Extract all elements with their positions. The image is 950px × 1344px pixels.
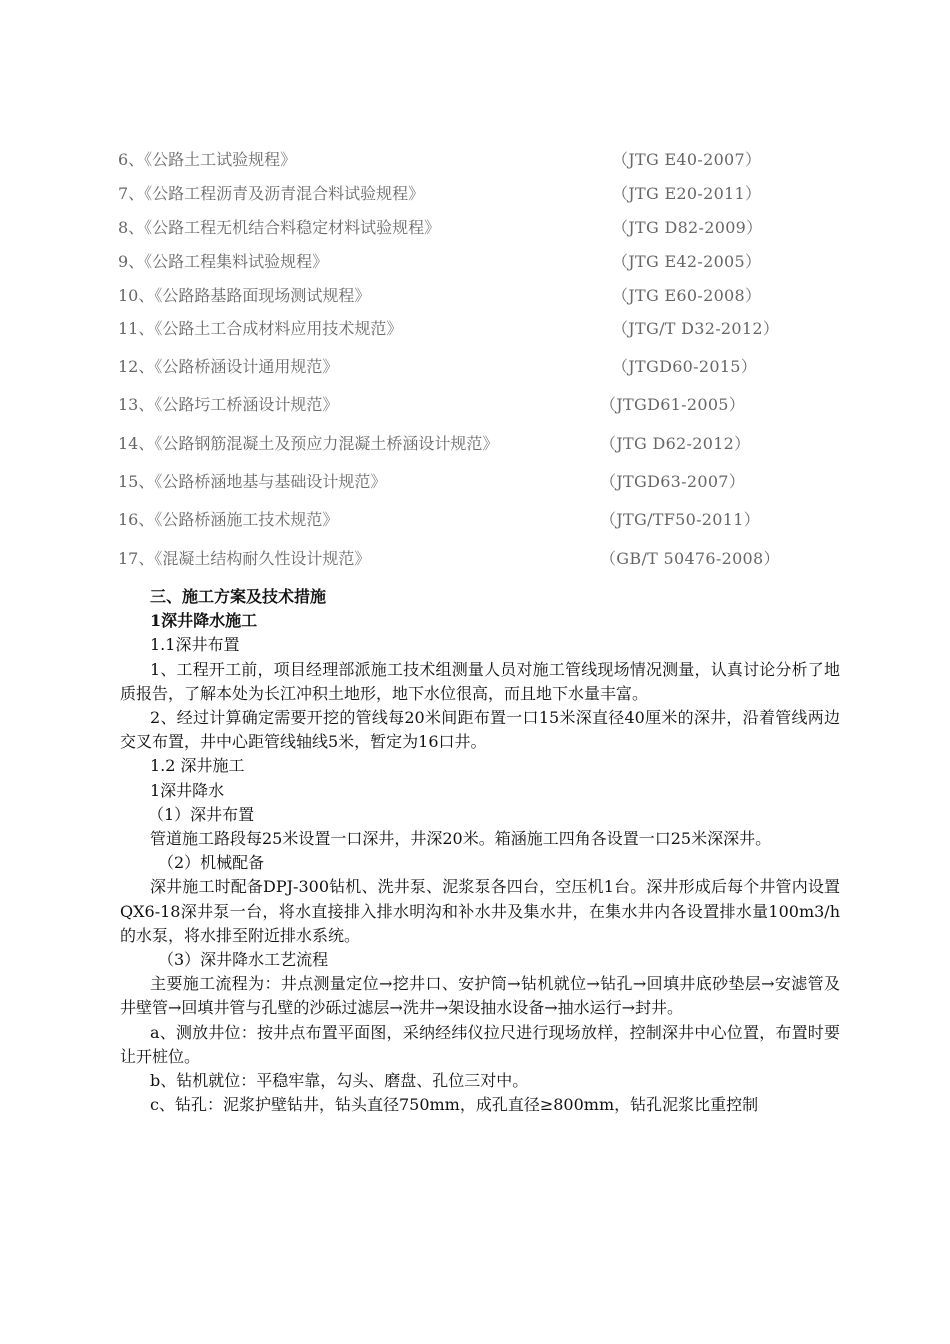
reference-item [0,314,950,344]
reference-code: （JTG/TF50-2011） [600,510,761,529]
reference-title: 6、《公路土工试验规程》 [118,150,297,169]
item-title: （3）深井降水工艺流程 [158,950,329,970]
reference-title: 9、《公路工程集料试验规程》 [118,252,329,271]
reference-item [0,544,950,574]
reference-item [0,467,950,497]
reference-item [0,213,950,243]
subsection-title: 1.1深井布置 [150,635,240,655]
paragraph: a、测放井位：按井点布置平面图，采纳经纬仪拉尺进行现场放样，控制深井中心位置，布置时要让开桩位。 [120,1022,840,1066]
paragraph: c、钻孔：泥浆护壁钻井，钻头直径750mm，成孔直径≥800mm，钻孔泥浆比重控制 [150,1095,759,1115]
reference-title: 10、《公路路基路面现场测试规程》 [118,286,371,305]
subsection-title: 1.2 深井施工 [150,756,245,776]
reference-item [0,390,950,420]
reference-item [0,145,950,175]
section-heading: 三、施工方案及技术措施 [150,587,327,606]
reference-title: 17、《混凝土结构耐久性设计规范》 [118,549,371,568]
reference-title: 8、《公路工程无机结合料稳定材料试验规程》 [118,218,441,237]
reference-item [0,352,950,382]
reference-title: 15、《公路桥涵地基与基础设计规范》 [118,472,387,491]
reference-title: 13、《公路圬工桥涵设计规范》 [118,395,339,414]
paragraph: b、钻机就位：平稳牢靠，勾头、磨盘、孔位三对中。 [150,1071,529,1091]
reference-item [0,429,950,459]
item-title: （1）深井布置 [148,804,255,824]
paragraph: 主要施工流程为：井点测量定位→挖井口、安护筒→钻机就位→钻孔→回填井底砂垫层→安滤管及井壁管→回填井管与孔壁的沙砾过滤层→洗井→架设抽水设备→抽水运行→封井。 [120,974,840,1018]
reference-title: 11、《公路土工合成材料应用技术规范》 [118,319,403,338]
reference-title: 14、《公路钢筋混凝土及预应力混凝土桥涵设计规范》 [118,434,499,453]
reference-code: （JTGD61-2005） [600,395,746,414]
reference-code: （JTG D82-2009） [612,218,763,237]
reference-item [0,281,950,311]
reference-code: （JTG E40-2007） [612,150,762,169]
reference-item [0,505,950,535]
reference-code: （JTG/T D32-2012） [612,319,780,338]
paragraph: 1、工程开工前，项目经理部派施工技术组测量人员对施工管线现场情况测量，认真讨论分析了地质报告，了解本处为长江冲积土地形，地下水位很高，而且地下水量丰富。 [120,659,840,703]
reference-item [0,247,950,277]
reference-code: （JTG E42-2005） [612,252,762,271]
reference-title: 16、《公路桥涵施工技术规范》 [118,510,339,529]
item-title: （2）机械配备 [158,853,265,873]
reference-code: （JTGD60-2015） [612,357,758,376]
section-body [120,585,840,1117]
paragraph: 管道施工路段每25米设置一口深井，井深20米。箱涵施工四角各设置一口25米深深井。 [150,829,772,849]
reference-code: （JTG E20-2011） [612,184,762,203]
reference-title: 12、《公路桥涵设计通用规范》 [118,357,339,376]
subsection-title: 1深井降水 [150,780,225,800]
paragraph: 2、经过计算确定需要开挖的管线每20米间距布置一口15米深直径40厘米的深井，沿着管线两边交叉布置，井中心距管线轴线5米，暂定为16口井。 [120,708,840,752]
paragraph: 深井施工时配备DPJ-300钻机、洗井泵、泥浆泵各四台，空压机1台。深井形成后每个井管内设置QX6-18深井泵一台，将水直接排入排水明沟和补水井及集水井，在集水井内各设置排水量100m3/h的水泵，将水排至附近排水系统。 [120,877,840,945]
reference-code: （JTG E60-2008） [612,286,762,305]
reference-title: 7、《公路工程沥青及沥青混合料试验规程》 [118,184,425,203]
reference-code: （GB/T 50476-2008） [600,549,780,568]
reference-code: （JTG D62-2012） [600,434,751,453]
reference-item [0,179,950,209]
reference-code: （JTGD63-2007） [600,472,746,491]
subsection-heading: 1深井降水施工 [150,611,258,631]
